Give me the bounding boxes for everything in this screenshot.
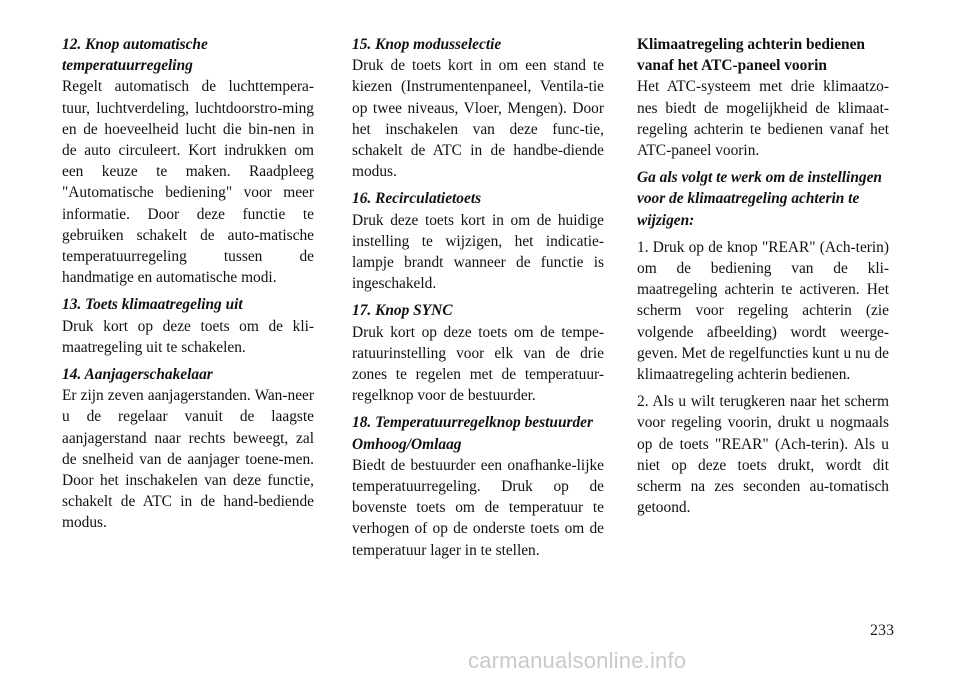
section-body: Biedt de bestuurder een onafhanke-lijke temperatuurregeling. Druk op de bovenste toets om de temperatuur te verhogen of op de onderste toets om de temperatuur lager in te stellen. bbox=[352, 456, 604, 559]
section-heading: 17. Knop SYNC bbox=[352, 302, 453, 320]
instructions-heading: Ga als volgt te werk om de instellingen voor de klimaatregeling achterin te wijzigen: bbox=[637, 169, 882, 229]
section-blower-switch bbox=[62, 364, 314, 534]
section-rear-instructions bbox=[637, 167, 889, 518]
page-number: 233 bbox=[870, 622, 894, 639]
section-mode-select bbox=[352, 34, 604, 182]
section-body: Regelt automatisch de luchttempera-tuur, luchtverdeling, luchtdoorstro-ming en de hoeveelheid lucht die bin-nen in de auto circuleert. Kort indrukken om een keuze te maken. Raadpleeg "Automatische bediening" voor meer informatie. Door deze functie te gebruiken schakelt de auto-matische temperatuurregeling tussen de handmatige en automatische modi. bbox=[62, 78, 314, 287]
section-heading: 14. Aanjagerschakelaar bbox=[62, 366, 213, 384]
section-climate-off bbox=[62, 294, 314, 358]
instruction-step: 1. Druk op de knop "REAR" (Ach-terin) om de bediening van de kli-maatregeling achterin te activeren. Het scherm voor regeling achterin (zie volgende afbeelding) wordt weerge-geven. Met de regelfuncties kunt u nu de klimaatregeling achterin bedienen. bbox=[637, 238, 889, 384]
section-heading: 16. Recirculatietoets bbox=[352, 190, 482, 208]
section-heading: 18. Temperatuurregelknop bestuurder Omhoog/Omlaag bbox=[352, 414, 594, 453]
section-heading: 15. Knop modusselectie bbox=[352, 36, 502, 53]
section-automatic-temperature bbox=[62, 34, 314, 288]
section-heading: 12. Knop automatische temperatuurregeling bbox=[62, 36, 208, 75]
text-column-left bbox=[62, 34, 314, 540]
section-heading: Klimaatregeling achterin bedienen vanaf het ATC-paneel voorin bbox=[637, 36, 865, 75]
text-column-middle bbox=[352, 34, 604, 567]
text-column-right bbox=[637, 34, 889, 524]
section-intro: Het ATC-systeem met drie klimaatzo-nes biedt de mogelijkheid de klimaat-regeling achterin te bedienen vanaf het ATC-paneel voorin. bbox=[637, 78, 889, 160]
instruction-step: 2. Als u wilt terugkeren naar het scherm voor regeling voorin, drukt u nogmaals op de toets "REAR" (Ach-terin). Als u niet op deze toets drukt, wordt dit scherm na zes seconden au-tomatisch getoond. bbox=[637, 393, 889, 517]
section-body: Er zijn zeven aanjagerstanden. Wan-neer u de regelaar vanuit de laagste aanjagerstand naar rechts beweegt, zal de snelheid van de aanjager toene-men. Door het inschakelen van deze functie, schakelt de ATC in de hand-bediende modus. bbox=[62, 387, 314, 532]
section-recirculation bbox=[352, 188, 604, 294]
section-body: Druk kort op deze toets om de tempe-ratuurinstelling voor elk van de drie zones te regelen met de temperatuur-regelknop voor de bestuurder. bbox=[352, 323, 604, 405]
section-body: Druk kort op deze toets om de kli-maatregeling uit te schakelen. bbox=[62, 317, 314, 356]
section-rear-climate bbox=[637, 34, 889, 161]
section-driver-temperature bbox=[352, 412, 604, 560]
watermark: carmanualsonline.info bbox=[468, 648, 687, 673]
section-sync bbox=[352, 300, 604, 406]
section-body: Druk de toets kort in om een stand te kiezen (Instrumentenpaneel, Ventila-tie op twee niveaus, Vloer, Mengen). Door het inschakelen van deze func-tie, schakelt de ATC in de handbe-diende modus. bbox=[352, 57, 604, 181]
section-heading: 13. Toets klimaatregeling uit bbox=[62, 296, 243, 314]
section-body: Druk deze toets kort in om de huidige instelling te wijzigen, het indicatie-lampje brandt wanneer de functie is ingeschakeld. bbox=[352, 211, 604, 293]
